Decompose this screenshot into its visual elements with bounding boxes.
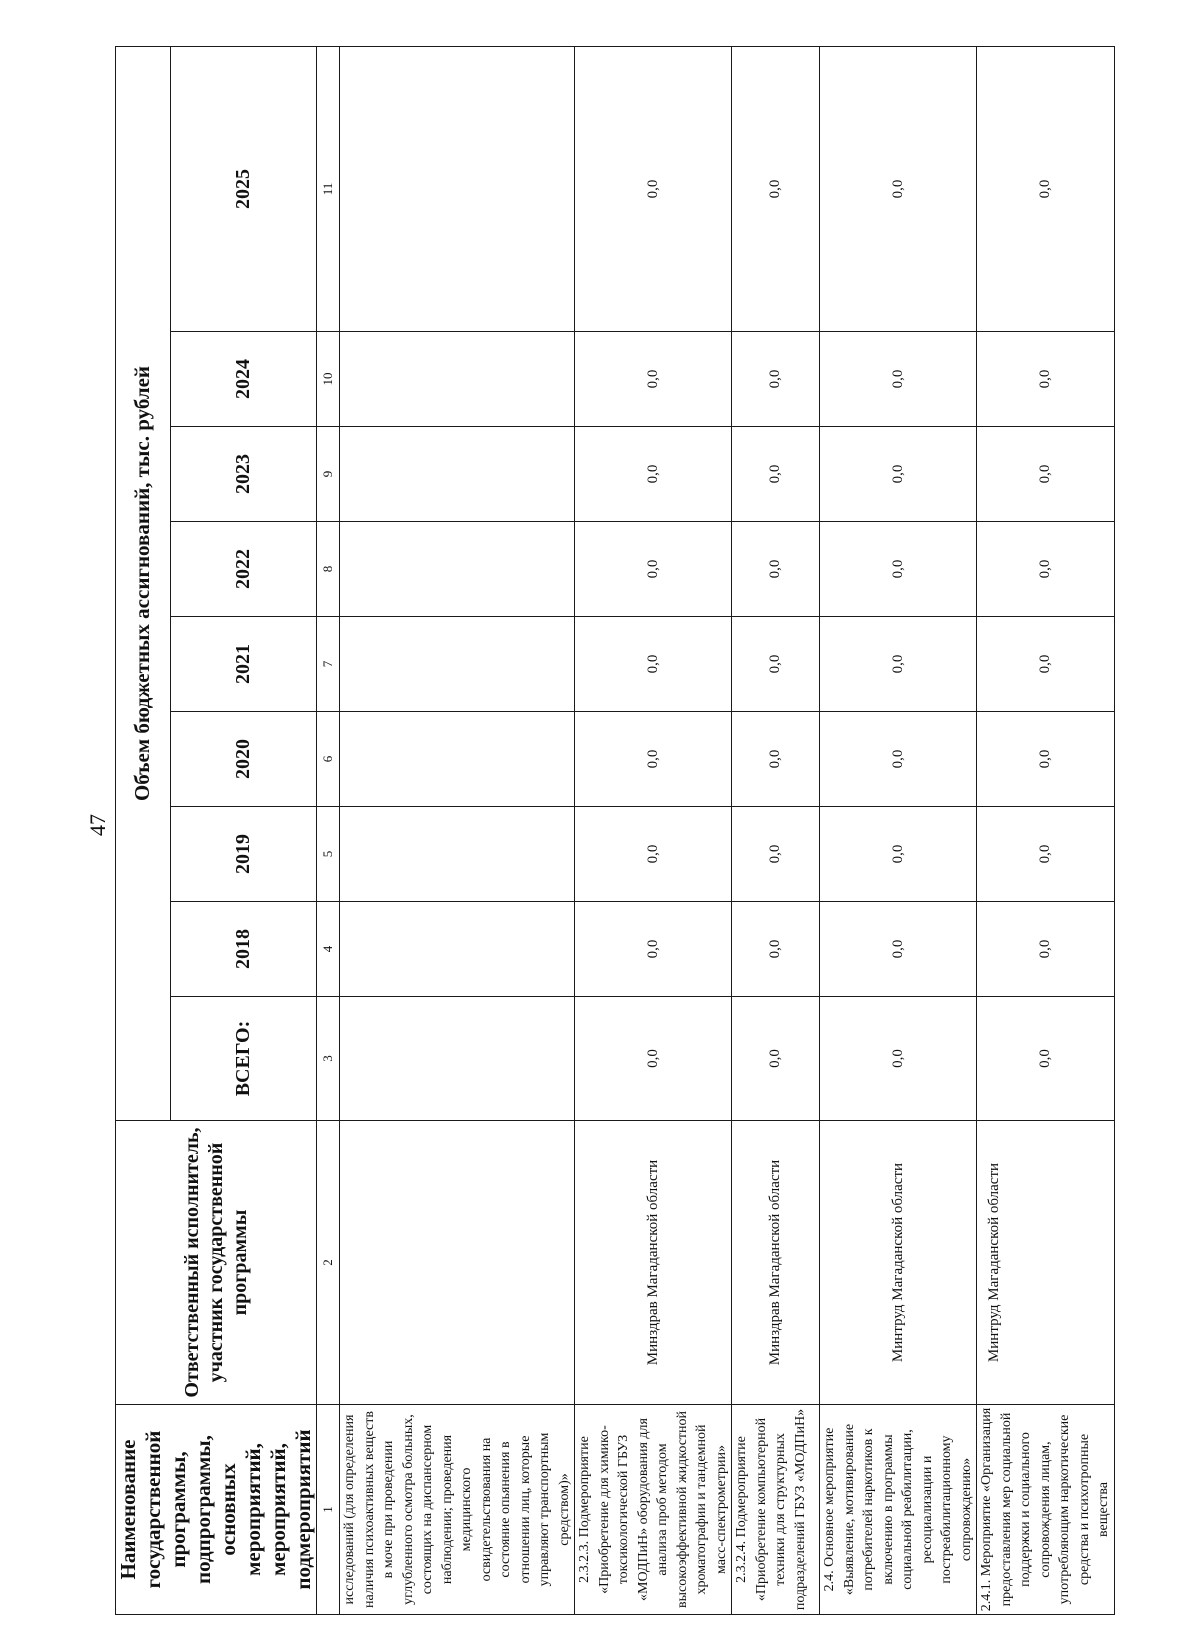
row-value: 0,0 [732,427,820,522]
row-value: 0,0 [732,712,820,807]
table-row [732,47,820,1615]
row-value: 0,0 [575,712,732,807]
row-total [340,997,575,1121]
row-value: 0,0 [977,712,1115,807]
row-responsible: Минздрав Магаданской области [575,1121,732,1405]
row-value: 0,0 [820,332,977,427]
row-responsible: Минтруд Магаданской области [820,1121,977,1405]
row-value: 0,0 [575,332,732,427]
row-total: 0,0 [732,997,820,1121]
row-responsible [340,1121,575,1405]
row-value: 0,0 [977,427,1115,522]
row-value: 0,0 [732,902,820,997]
row-name: 2.4. Основное мероприятие «Выявление, мотивирование потребителей наркотиков к включению в программы социальной реабилитации, ресоциализации и постреабилитационному сопровождению» [820,1405,977,1615]
column-number: 6 [317,712,340,807]
row-value: 0,0 [977,617,1115,712]
header-total: ВСЕГО: [170,997,316,1121]
row-value [340,902,575,997]
column-number: 1 [317,1405,340,1615]
row-name: 2.4.1. Мероприятие «Организация предоставления мер социальной поддержки и социального сопровождения лицам, употребляющим наркотические средства и психотропные вещества [977,1405,1115,1615]
row-value: 0,0 [575,902,732,997]
row-value: 0,0 [732,522,820,617]
column-number: 2 [317,1121,340,1405]
row-value [340,617,575,712]
row-value: 0,0 [732,617,820,712]
page-number: 47 [85,814,110,836]
row-responsible: Минтруд Магаданской области [977,1121,1115,1405]
budget-table [115,46,1115,1615]
table-row [575,47,732,1615]
table-row [340,47,575,1615]
header-year: 2019 [170,807,316,902]
row-value: 0,0 [575,807,732,902]
row-value: 0,0 [732,47,820,332]
column-number: 11 [317,47,340,332]
row-value: 0,0 [820,617,977,712]
column-number: 9 [317,427,340,522]
header-year: 2021 [170,617,316,712]
header-year: 2023 [170,427,316,522]
row-value [340,427,575,522]
rotated-table-page [115,47,1183,1615]
row-name: 2.3.2.3. Подмероприятие «Приобретение для химико-токсикологической ГБУЗ «МОДПиН» оборудования для анализа проб методом высокоэффективной жидкостной хроматографии и тандемной масс-спектрометрии» [575,1405,732,1615]
row-value: 0,0 [575,522,732,617]
row-value [340,47,575,332]
row-value: 0,0 [977,47,1115,332]
row-value: 0,0 [977,522,1115,617]
row-total: 0,0 [820,997,977,1121]
row-value: 0,0 [977,807,1115,902]
row-value: 0,0 [977,332,1115,427]
table-row [820,47,977,1615]
row-value [340,712,575,807]
row-value [340,332,575,427]
table-row [977,47,1115,1615]
column-number: 5 [317,807,340,902]
row-value: 0,0 [820,47,977,332]
header-budget-volume: Объем бюджетных ассигнований, тыс. рублей [116,47,171,1121]
row-total: 0,0 [977,997,1115,1121]
row-value [340,807,575,902]
row-value: 0,0 [820,427,977,522]
row-name: исследований (для определения наличия психоактивных веществ в моче при проведении углубленного осмотра больных, состоящих на диспансерном наблюдении; проведения медицинского освидетельствования на состояние опьянения в отношении лиц, которые управляют транспортным средством)» [340,1405,575,1615]
column-number: 7 [317,617,340,712]
row-value: 0,0 [820,522,977,617]
header-year: 2025 [170,47,316,332]
row-value: 0,0 [820,807,977,902]
header-year: 2024 [170,332,316,427]
row-name: 2.3.2.4. Подмероприятие «Приобретение компьютерной техники для структурных подразделений ГБУЗ «МОДПиН» [732,1405,820,1615]
row-value: 0,0 [820,712,977,807]
header-name: Наименование государственной программы, подпрограммы, основных мероприятий, мероприятий, подмероприятий [116,1405,317,1615]
header-year: 2022 [170,522,316,617]
column-number-row [317,47,340,1615]
column-number: 10 [317,332,340,427]
header-year: 2020 [170,712,316,807]
row-value: 0,0 [977,902,1115,997]
column-number: 4 [317,902,340,997]
row-value: 0,0 [575,427,732,522]
row-value: 0,0 [732,807,820,902]
row-value: 0,0 [575,47,732,332]
column-number: 8 [317,522,340,617]
row-value: 0,0 [575,617,732,712]
row-value [340,522,575,617]
header-year: 2018 [170,902,316,997]
header-responsible: Ответственный исполнитель, участник государственной программы [116,1121,317,1405]
row-total: 0,0 [575,997,732,1121]
row-value: 0,0 [820,902,977,997]
column-number: 3 [317,997,340,1121]
row-responsible: Минздрав Магаданской области [732,1121,820,1405]
row-value: 0,0 [732,332,820,427]
